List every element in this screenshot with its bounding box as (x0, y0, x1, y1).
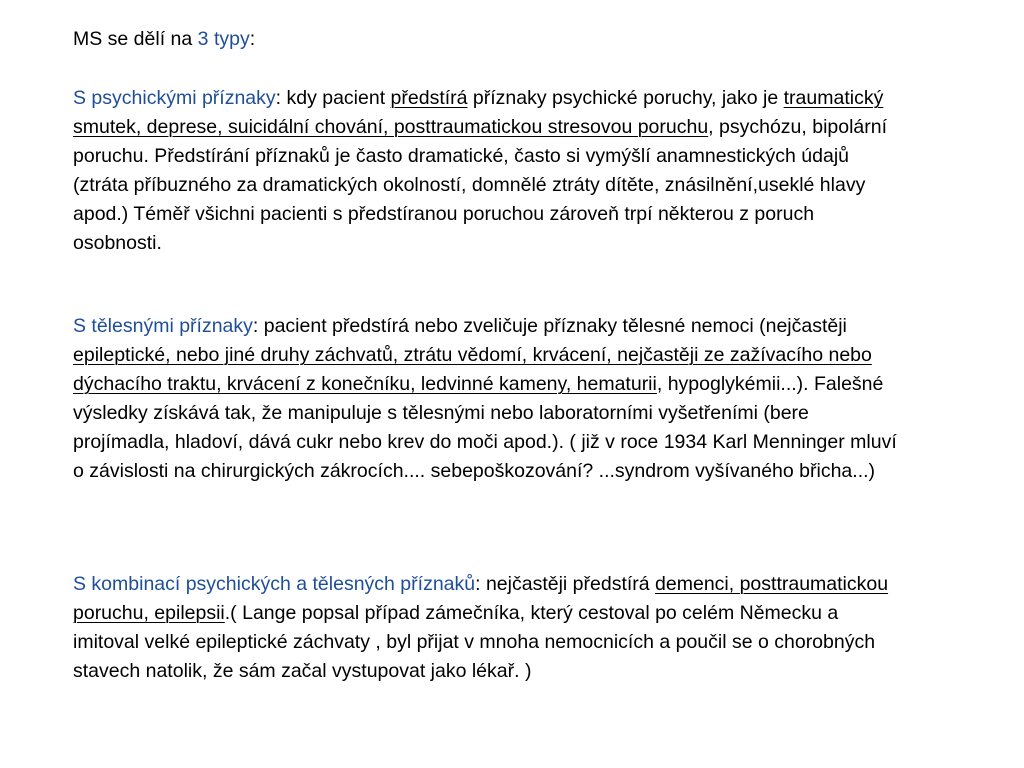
paragraph-physical-text-2: , hypoglykémii...). Falešné výsledky získává tak, že manipuluje s tělesnými nebo laboratorními vyšetřeními (bere projímadla, hladoví, dává cukr nebo krev do moči apod.). ( již v roce 1934 Karl Menninger mluví o závislosti na chirurgických zákrocích.... sebepoškozování? ...syndrom vyšívaného břicha...) (73, 373, 897, 482)
paragraph-psychological-underlined-1: předstírá (390, 87, 468, 109)
paragraph-psychological (73, 84, 903, 258)
paragraph-psychological-text-1: kdy pacient (281, 87, 391, 109)
paragraph-psychological-text-2: příznaky psychické poruchy, jako je (467, 87, 784, 109)
paragraph-psychological-underlined-2: traumatický smutek, deprese, suicidální chování, posttraumatickou stresovou poruchu (73, 87, 884, 138)
paragraph-psychological-text-3: , psychózu, bipolární poruchu. Předstírání příznaků je často dramatické, často si vymýšlí anamnestických údajů (ztráta příbuzného za dramatických okolností, domnělé ztráty dítěte, znásilnění,useklé hlavy apod.) Téměř všichni pacienti s předstíranou poruchou zároveň trpí některou z poruch osobnosti. (73, 116, 888, 254)
paragraph-physical-text-1: pacient předstírá nebo zveličuje příznaky tělesné nemoci (nejčastěji (258, 315, 847, 337)
paragraph-combined-label: S kombinací psychických a tělesných příznaků (73, 573, 476, 595)
paragraph-combined-text-1: nejčastěji předstírá (480, 573, 656, 595)
paragraph-combined-underlined-1: demenci, posttraumatickou poruchu, epilepsii (73, 573, 889, 624)
paragraph-physical-colon: : (252, 315, 259, 337)
heading-number: 3 (197, 28, 209, 50)
paragraph-combined-colon: : (475, 573, 481, 595)
paragraph-combined-text-2: .( Lange popsal případ zámečníka, který cestoval po celém Německu a imitoval velké epileptické záchvaty , byl přijat v mnoha nemocnicích a poučil se o chorobných stavech natolik, že sám začal vystupovat jako lékař. ) (73, 602, 876, 682)
paragraph-combined (73, 570, 903, 686)
heading-colon: : (249, 28, 256, 50)
heading (73, 25, 903, 54)
paragraph-psychological-label: S psychickými příznaky (73, 87, 276, 109)
paragraph-physical (73, 312, 903, 486)
heading-prefix: MS se dělí na (73, 28, 198, 50)
paragraph-psychological-colon: : (275, 87, 282, 109)
paragraph-physical-label: S tělesnými příznaky (73, 315, 253, 337)
paragraph-physical-underlined-1: epileptické, nebo jiné druhy záchvatů, ztrátu vědomí, krvácení, nejčastěji ze zažívacího nebo dýchacího traktu, krvácení z konečníku, ledvinné kameny, hematurii (73, 344, 872, 395)
heading-word: typy (213, 28, 250, 50)
